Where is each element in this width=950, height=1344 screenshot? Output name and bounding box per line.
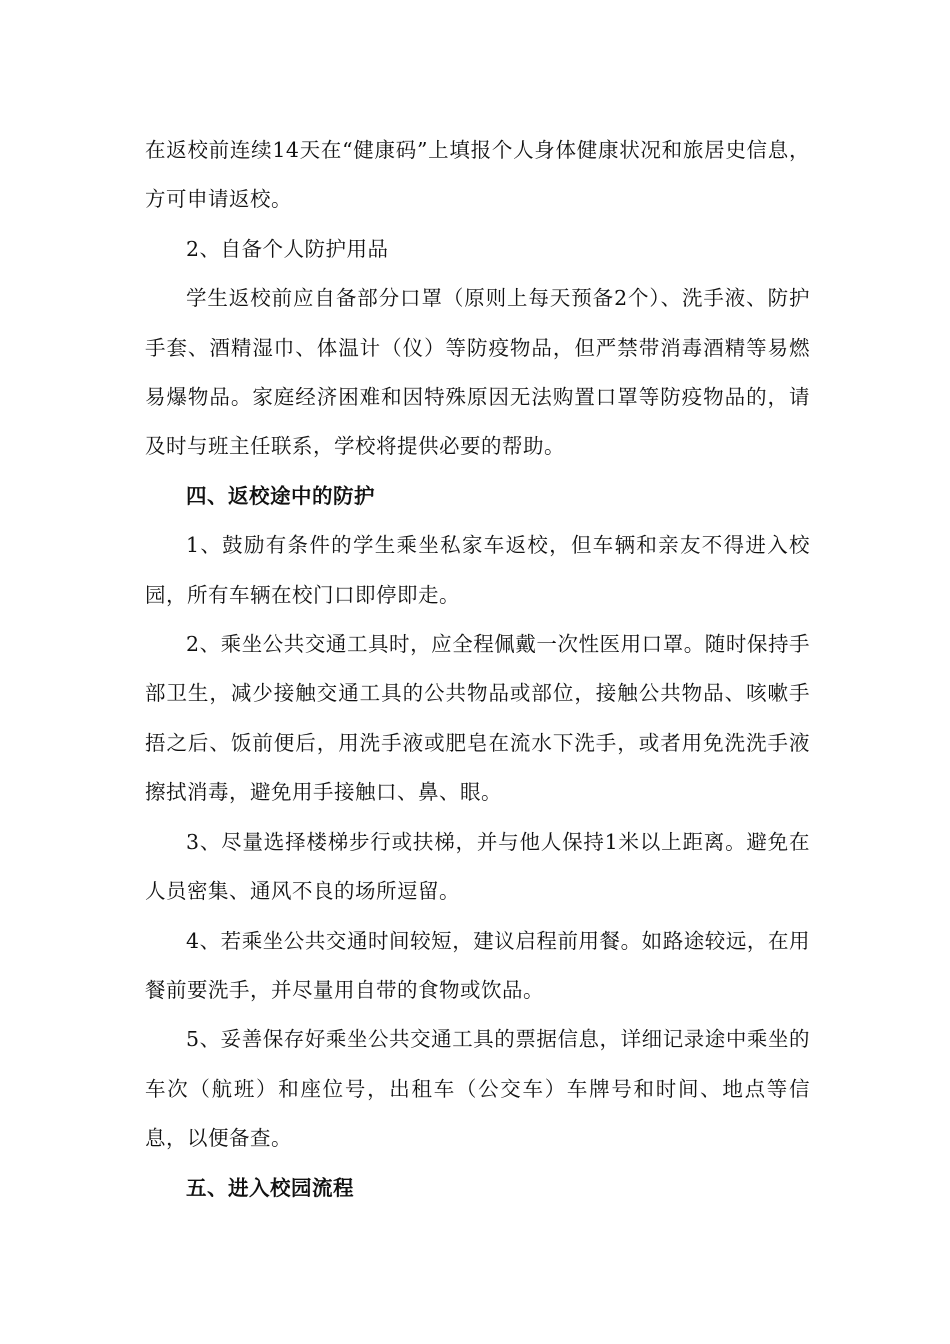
paragraph-public-transport: 2、乘坐公共交通工具时，应全程佩戴一次性医用口罩。随时保持手部卫生，减少接触交通工具的公共物品或部位，接触公共物品、咳嗽手捂之后、饭前便后，用洗手液或肥皂在流水下洗手，或者用免洗洗手液擦拭消毒，避免用手接触口、鼻、眼。 (145, 632, 810, 805)
section-heading-travel-protection: 四、返校途中的防护 (186, 483, 375, 508)
document-body (145, 126, 810, 1213)
section-heading-campus-entry: 五、进入校园流程 (186, 1175, 354, 1200)
paragraph-health-code: 在返校前连续14天在“健康码”上填报个人身体健康状况和旅居史信息，方可申请返校。 (145, 138, 810, 212)
paragraph-meals: 4、若乘坐公共交通时间较短，建议启程前用餐。如路途较远，在用餐前要洗手，并尽量用自带的食物或饮品。 (145, 928, 810, 1002)
paragraph-private-car: 1、鼓励有条件的学生乘坐私家车返校，但车辆和亲友不得进入校园，所有车辆在校门口即停即走。 (145, 533, 810, 607)
subheading-protective-supplies: 2、自备个人防护用品 (186, 236, 389, 261)
paragraph-stairs-distance: 3、尽量选择楼梯步行或扶梯，并与他人保持1米以上距离。避免在人员密集、通风不良的场所逗留。 (145, 829, 810, 904)
paragraph-ticket-records: 5、妥善保存好乘坐公共交通工具的票据信息，详细记录途中乘坐的车次（航班）和座位号，出租车（公交车）车牌号和时间、地点等信息，以便备查。 (145, 1027, 810, 1151)
paragraph-protective-supplies: 学生返校前应自备部分口罩（原则上每天预备2个）、洗手液、防护手套、酒精湿巾、体温计（仪）等防疫物品，但严禁带消毒酒精等易燃易爆物品。家庭经济困难和因特殊原因无法购置口罩等防疫物品的，请及时与班主任联系，学校将提供必要的帮助。 (145, 286, 810, 459)
